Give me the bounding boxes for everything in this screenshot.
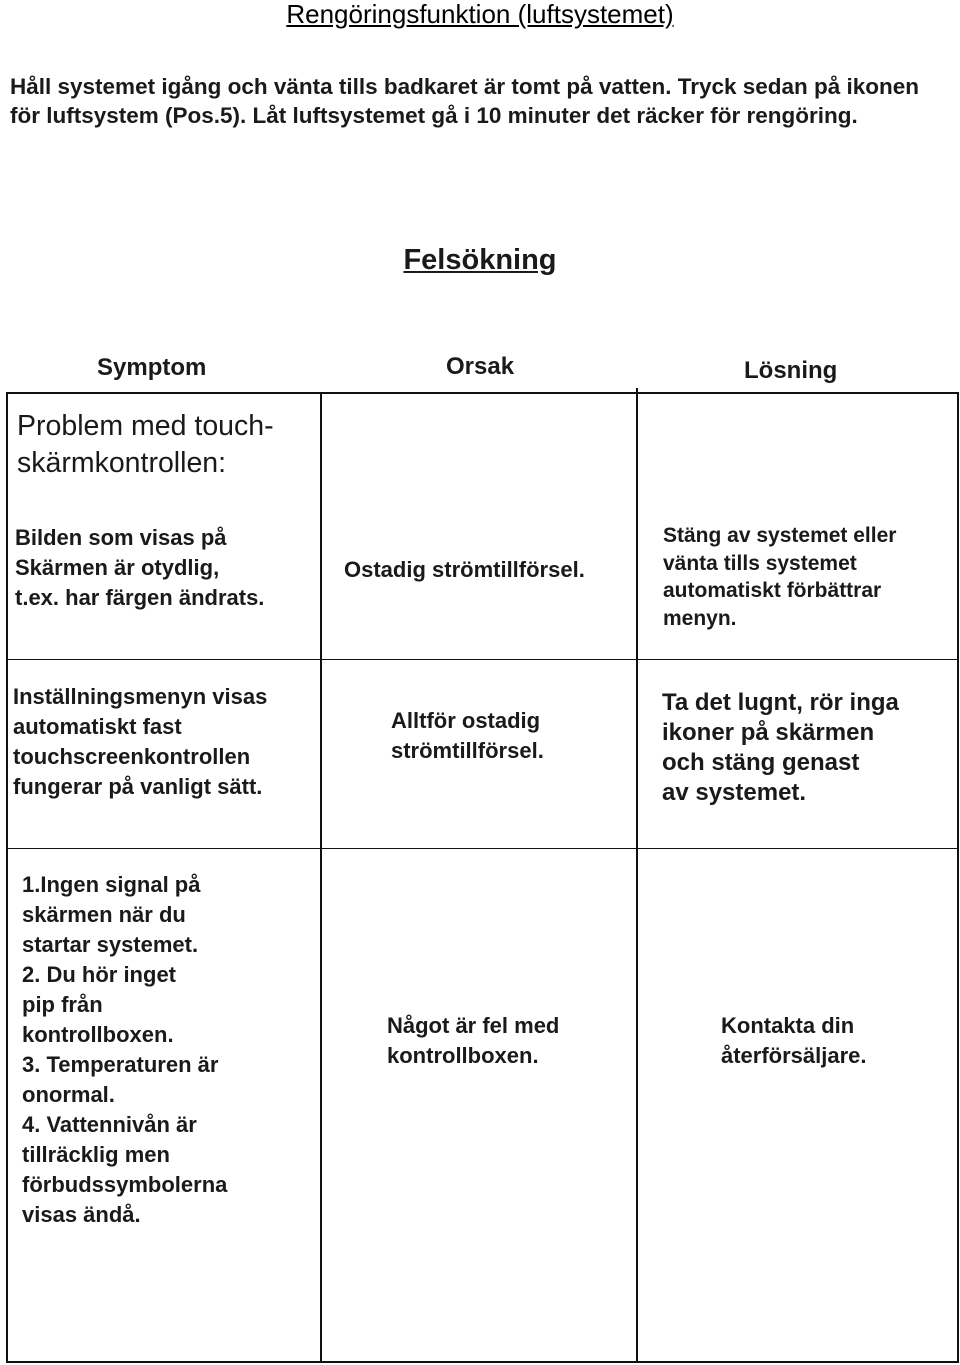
page-title: Rengöringsfunktion (luftsystemet)	[286, 0, 674, 29]
row-1-solution: Stäng av systemet eller vänta tills systemet automatiskt förbättrar menyn.	[663, 524, 897, 630]
group-title: Problem med touch- skärmkontrollen:	[17, 410, 274, 479]
row-2-cause: Alltför ostadig strömtillförsel.	[391, 708, 544, 763]
troubleshooting-title: Felsökning	[403, 244, 557, 276]
column-divider-2	[636, 388, 638, 1363]
table-border-left	[6, 392, 8, 1363]
table-border-bottom	[6, 1361, 958, 1363]
row-3-cause: Något är fel med kontrollboxen.	[387, 1013, 560, 1068]
column-divider-1	[320, 392, 322, 1363]
column-header-solution: Lösning	[744, 357, 838, 384]
row-3-solution: Kontakta din återförsäljare.	[721, 1013, 867, 1068]
intro-paragraph: Håll systemet igång och vänta tills badkaret är tomt på vatten. Tryck sedan på ikonen för luftsystem (Pos.5). Låt luftsystemet gå i 10 minuter det räcker för rengöring.	[10, 74, 920, 128]
row-divider-1	[8, 659, 958, 660]
table-border-right	[957, 392, 959, 1363]
row-3-symptom: 1.Ingen signal på skärmen när du startar systemet. 2. Du hör inget pip från kontrollboxen. 3. Temperaturen är onormal. 4. Vattennivån är tillräcklig men förbudssymbolerna visas ändå.	[22, 872, 228, 1227]
column-header-symptom: Symptom	[97, 354, 207, 381]
row-2-symptom: Inställningsmenyn visas automatiskt fast touchscreenkontrollen fungerar på vanligt sätt.	[13, 684, 268, 799]
column-header-cause: Orsak	[446, 353, 515, 380]
table-border-top	[8, 392, 958, 394]
row-divider-2	[8, 848, 958, 849]
row-1-symptom: Bilden som visas på Skärmen är otydlig, t.ex. har färgen ändrats.	[15, 525, 265, 610]
row-1-cause: Ostadig strömtillförsel.	[344, 557, 585, 582]
row-2-solution: Ta det lugnt, rör inga ikoner på skärmen och stäng genast av systemet.	[662, 689, 899, 806]
